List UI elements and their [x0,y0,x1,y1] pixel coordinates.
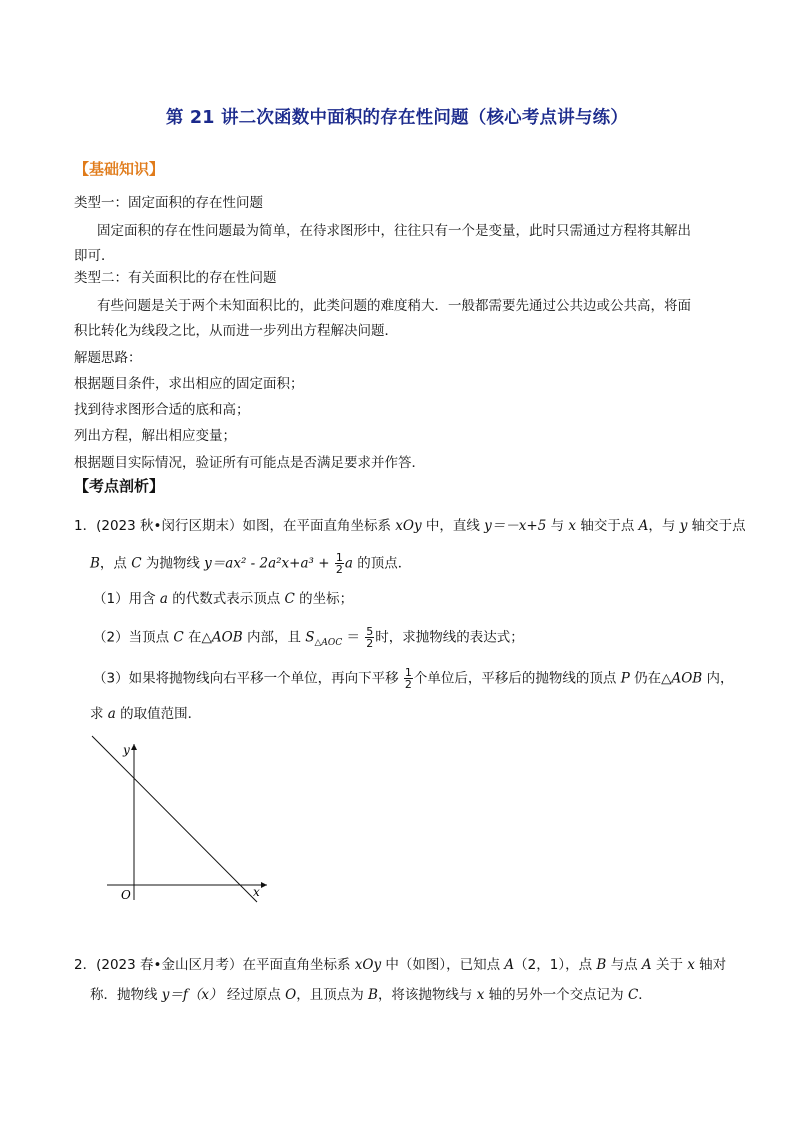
fraction-five-halves: $\frac{5}{2}$ [366,625,374,650]
q2-line2: 称．抛物线 y＝f（x） 经过原点 O，且顶点为 B，将该抛物线与 x 轴的另外一个交点记为 C． [90,987,652,1003]
q1-line1: 1．(2023 秋•闵行区期末）如图，在平面直角坐标系 xOy 中，直线 y＝－x+5 与 x 轴交于点 A，与 y 轴交于点 [74,518,746,534]
analysis-header: 【考点剖析】 [74,477,165,495]
q1-line2: B，点 C 为抛物线 y＝ax² - 2a²x+a³ + $\frac{1}{2}$ a 的顶点． [90,551,412,576]
origin-label: O [121,888,131,902]
type1-text-line2: 即可． [74,248,115,264]
coordinate-graph [85,728,275,908]
type2-title: 类型二：有关面积比的存在性问题 [74,270,277,286]
step-1: 根据题目条件，求出相应的固定面积； [74,376,304,392]
line-y-eq-neg-x-plus-5 [92,736,257,902]
step-2: 找到待求图形合适的底和高； [74,402,250,418]
fraction-one-half: $\frac{1}{2}$ [335,551,343,576]
q1-part3: （3）如果将抛物线向右平移一个单位，再向下平移 $\frac{1}{2}$ 个单位后，平移后的抛物线的顶点 P 仍在△AOB 内， [93,666,734,691]
step-3: 列出方程，解出相应变量； [74,428,236,444]
step-4: 根据题目实际情况，验证所有可能点是否满足要求并作答． [74,455,425,471]
basic-knowledge-header: 【基础知识】 [74,160,165,178]
type2-text-line2: 积比转化为线段之比，从而进一步列出方程解决问题． [74,323,398,339]
q1-part2: （2）当顶点 C 在△AOB 内部，且 $S_{\triangle AOC}$ ＝ $\frac{5}{2}$ 时，求抛物线的表达式； [93,625,524,650]
y-axis-arrow [131,744,137,750]
y-axis-label: y [123,743,130,757]
q2-line1: 2．(2023 春•金山区月考）在平面直角坐标系 xOy 中（如图），已知点 A（2，1），点 B 与点 A 关于 x 轴对 [74,957,727,973]
thinking-title: 解题思路： [74,350,142,366]
q1-part1: （1）用含 a 的代数式表示顶点 C 的坐标； [93,591,354,607]
q1-part3-cont: 求 a 的取值范围． [90,706,202,722]
fraction-one-half-shift: $\frac{1}{2}$ [404,666,412,691]
type1-title: 类型一：固定面积的存在性问题 [74,195,263,211]
x-axis-label: x [253,885,260,899]
x-axis-arrow [261,882,267,888]
type2-text-line1: 有些问题是关于两个未知面积比的，此类问题的难度稍大．一般都需要先通过公共边或公共高，将面 [97,298,691,314]
page-title: 第 21 讲二次函数中面积的存在性问题（核心考点讲与练） [165,108,629,128]
type1-text-line1: 固定面积的存在性问题最为简单，在待求图形中，往往只有一个是变量，此时只需通过方程将其解出 [97,223,691,239]
